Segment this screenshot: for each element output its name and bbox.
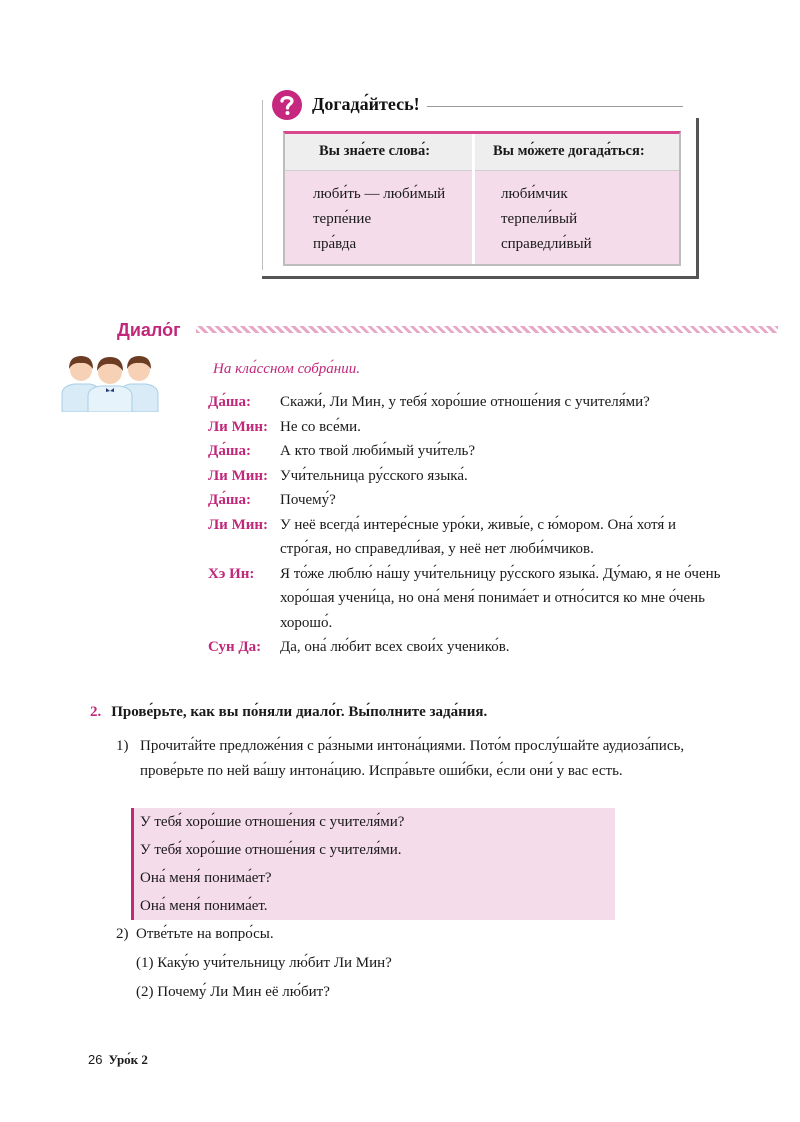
speaker: Да́ша: — [208, 394, 251, 410]
known-words-list — [313, 182, 445, 257]
line-text: Учи́тельница ру́сского языка́. — [280, 467, 468, 484]
speaker: Ли Мин: — [208, 418, 269, 435]
col1-header: Вы зна́ете слова́: — [319, 143, 431, 159]
students-icon — [60, 350, 160, 412]
line-text: Не со все́ми. — [280, 418, 361, 435]
task-1-label: 1) — [116, 738, 129, 754]
speaker: Да́ша: — [208, 443, 251, 459]
dialogue-lines — [208, 390, 728, 660]
speaker: Хэ Ин: — [208, 565, 255, 582]
col2-header: Вы мо́жете догада́ться: — [493, 143, 645, 159]
dialogue-heading: Диало́г — [117, 320, 181, 340]
task-1-text: Прочита́йте предложе́ния с ра́зными интона́циями. Пото́м прослу́шайте аудиоза́пись, прове́рьте по ней ва́шу интона́цию. Испра́вьте оши́бки, е́сли они́ у вас есть. — [140, 738, 685, 779]
line-text: Да, она́ лю́бит всех свои́х ученико́в. — [280, 639, 510, 655]
task-2 — [116, 926, 274, 943]
column-divider — [472, 134, 475, 264]
page-number: 26 — [88, 1052, 103, 1067]
known-word: пра́вда — [313, 236, 357, 252]
guess-title-line — [427, 106, 683, 107]
guess-word: люби́мчик — [501, 186, 568, 202]
known-word: терпе́ние — [313, 211, 372, 227]
lesson-label: Уро́к 2 — [108, 1052, 148, 1067]
intonation-sentence: У тебя́ хоро́шие отноше́ния с учителя́ми. — [140, 842, 402, 858]
dialogue-scene: На кла́ссном собра́нии. — [213, 361, 360, 377]
known-word: люби́ть — люби́мый — [313, 186, 446, 202]
guess-table — [283, 131, 681, 266]
dialogue-line — [208, 439, 728, 464]
dialogue-line — [208, 390, 728, 415]
task-2-text: Отве́тьте на вопро́сы. — [136, 926, 274, 942]
intonation-sentence: У тебя́ хоро́шие отноше́ния с учителя́ми? — [140, 814, 405, 830]
intonation-sentence: Она́ меня́ понима́ет? — [140, 870, 272, 886]
speaker: Ли Мин: — [208, 516, 269, 533]
line-text: А кто твой люби́мый учи́тель? — [280, 443, 476, 459]
line-text: Скажи́, Ли Мин, у тебя́ хоро́шие отноше́ния с учителя́ми? — [280, 394, 650, 410]
guess-word: терпели́вый — [501, 211, 578, 227]
intonation-box-1 — [131, 808, 615, 864]
task-1 — [116, 734, 716, 784]
guess-word: справедли́вый — [501, 236, 592, 252]
dialogue-line — [208, 488, 728, 513]
line-text: У неё всегда́ интере́сные уро́ки, живы́е, с ю́мором. Она́ хотя́ и стро́гая, но справедли́вая, у неё нет люби́мчиков. — [280, 516, 677, 557]
dialogue-line — [208, 562, 728, 636]
exercise-title-text: Прове́рьте, как вы по́няли диало́г. Вы́полните зада́ния. — [111, 704, 488, 720]
speaker: Сун Да: — [208, 639, 262, 655]
question-item: (2) Почему́ Ли Мин её лю́бит? — [136, 984, 330, 1000]
intonation-sentence: Она́ меня́ понима́ет. — [140, 898, 268, 914]
page-footer — [88, 1052, 148, 1068]
dialogue-line — [208, 513, 728, 562]
speaker: Ли Мин: — [208, 467, 269, 484]
question-item: (1) Каку́ю учи́тельницу лю́бит Ли Мин? — [136, 955, 392, 971]
exercise-number: 2. — [90, 704, 102, 720]
task-2-label: 2) — [116, 926, 129, 942]
question-icon — [272, 90, 302, 120]
line-text: Почему́? — [280, 492, 336, 508]
guess-title: Догада́йтесь! — [312, 94, 420, 114]
dialogue-line — [208, 464, 728, 489]
line-text: Я то́же люблю́ на́шу учи́тельницу ру́сского языка́. Ду́маю, я не о́чень хоро́шая учени́ца, но она́ меня́ понима́ет и отно́сится ко мне о́чень хорошо́. — [280, 565, 721, 631]
guess-words-list — [501, 182, 592, 257]
heading-divider — [196, 326, 778, 333]
exercise-title — [90, 704, 487, 721]
speaker: Да́ша: — [208, 492, 251, 508]
dialogue-line — [208, 635, 728, 660]
dialogue-line — [208, 415, 728, 440]
intonation-box-2 — [131, 864, 615, 920]
